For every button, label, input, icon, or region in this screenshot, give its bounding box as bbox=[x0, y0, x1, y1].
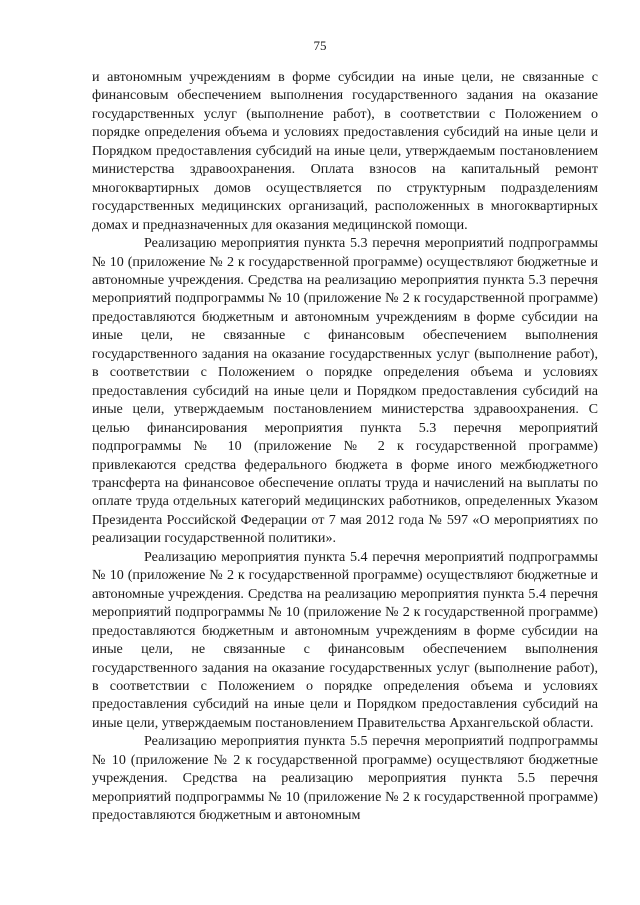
page-number: 75 bbox=[313, 38, 327, 53]
paragraph-1: и автономным учреждениям в форме субсидии на иные цели, не связанные с финансовым обеспечением выполнения государственного задания на оказание государственных услуг (выполнение работ), в соответствии с Положением о порядке определения объема и условиях предоставления субсидий на иные цели и Порядком предоставления субсидий на иные цели, утверждаемым постановлением министерства здравоохранения. Оплата взносов на капитальный ремонт многоквартирных домов осуществляется по структурным подразделениям государственных медицинских организаций, расположенных в многоквартирных домах и предназначенных для оказания медицинской помощи. bbox=[92, 69, 598, 233]
paragraph-2: Реализацию мероприятия пункта 5.3 перечня мероприятий подпрограммы № 10 (приложение № 2 к государственной программе) осуществляют бюджетные и автономные учреждения. Средства на реализацию мероприятия пункта 5.3 перечня мероприятий подпрограммы № 10 (приложение № 2 к государственной программе) предоставляются бюджетным и автономным учреждениям в форме субсидии на иные цели, не связанные с финансовым обеспечением выполнения государственного задания на оказание государственных услуг (выполнение работ), в соответствии с Положением о порядке определения объема и условиях предоставления субсидий на иные цели и Порядком предоставления субсидий на иные цели, утверждаемым постановлением министерства здравоохранения. С целью финансирования мероприятия пункта 5.3 перечня мероприятий подпрограммы № 10 (приложение № 2 к государственной программе) привлекаются средства федерального бюджета в форме иного межбюджетного трансферта на финансовое обеспечение оплаты труда и начислений на выплаты по оплате труда отдельных категорий медицинских работников, определенных Указом Президента Российской Федерации от 7 мая 2012 года № 597 «О мероприятиях по реализации государственной политики». bbox=[92, 235, 598, 547]
body-text bbox=[92, 68, 598, 825]
paragraph-4: Реализацию мероприятия пункта 5.5 перечня мероприятий подпрограммы № 10 (приложение № 2 к государственной программе) осуществляют бюджетные учреждения. Средства на реализацию мероприятия пункта 5.5 перечня мероприятий подпрограммы № 10 (приложение № 2 к государственной программе) предоставляются бюджетным и автономным bbox=[92, 733, 598, 824]
paragraph-3: Реализацию мероприятия пункта 5.4 перечня мероприятий подпрограммы № 10 (приложение № 2 к государственной программе) осуществляют бюджетные и автономные учреждения. Средства на реализацию мероприятия пункта 5.4 перечня мероприятий подпрограммы № 10 (приложение № 2 к государственной программе) предоставляются бюджетным и автономным учреждениям в форме субсидии на иные цели, не связанные с финансовым обеспечением выполнения государственного задания на оказание государственных услуг (выполнение работ), в соответствии с Положением о порядке определения объема и условиях предоставления субсидий на иные цели и Порядком предоставления субсидий на иные цели, утверждаемым постановлением Правительства Архангельской области. bbox=[92, 548, 598, 731]
